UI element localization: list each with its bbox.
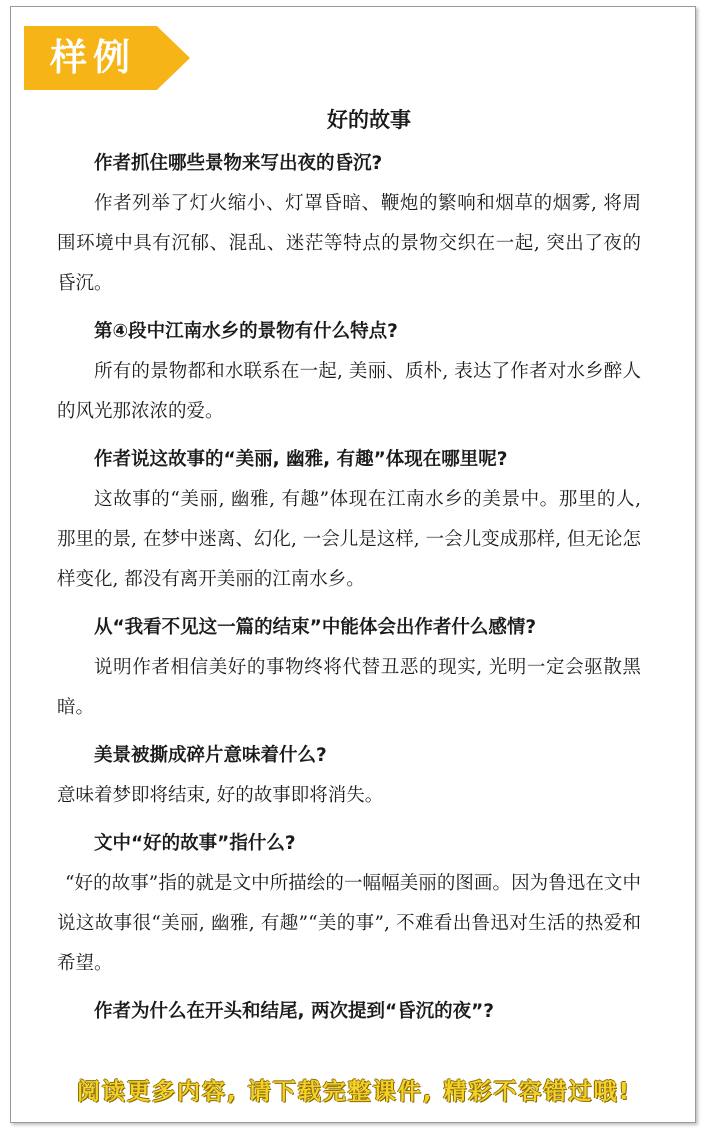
qa-content (57, 144, 641, 1032)
answer-1: 作者列举了灯火缩小、灯罩昏暗、鞭炮的繁响和烟草的烟雾, 将周围环境中具有沉郁、混乱、迷茫等特点的景物交织在一起, 突出了夜的昏沉。 (57, 193, 641, 294)
question-4: 从“我看不见这一篇的结束”中能体会出作者什么感情? (94, 617, 537, 638)
answer-3: 这故事的“美丽, 幽雅, 有趣”体现在江南水乡的美景中。那里的人, 那里的景, 在梦中迷离、幻化, 一会儿是这样, 一会儿变成那样, 但无论怎样变化, 都没有离开美丽的江南水乡。 (57, 489, 641, 590)
sample-badge-label: 样例 (50, 36, 136, 79)
document-title: 好的故事 (327, 107, 411, 132)
question-2: 第④段中江南水乡的景物有什么特点? (94, 321, 398, 342)
answer-4: 说明作者相信美好的事物终将代替丑恶的现实, 光明一定会驱散黑暗。 (57, 657, 641, 718)
question-6: 文中“好的故事”指什么? (94, 833, 296, 854)
question-5: 美景被撕成碎片意味着什么? (94, 745, 327, 766)
answer-6: “好的故事”指的就是文中所描绘的一幅幅美丽的图画。因为鲁迅在文中说这故事很“美丽, 幽雅, 有趣”“美的事”, 不难看出鲁迅对生活的热爱和希望。 (57, 873, 641, 974)
question-3: 作者说这故事的“美丽, 幽雅, 有趣”体现在哪里呢? (94, 449, 508, 470)
answer-5: 意味着梦即将结束, 好的故事即将消失。 (57, 785, 384, 806)
question-7: 作者为什么在开头和结尾, 两次提到“昏沉的夜”? (94, 1001, 495, 1022)
answer-2: 所有的景物都和水联系在一起, 美丽、质朴, 表达了作者对水乡醉人的风光那浓浓的爱。 (57, 361, 641, 422)
question-1: 作者抓住哪些景物来写出夜的昏沉? (94, 153, 383, 174)
download-banner: 阅读更多内容, 请下载完整课件, 精彩不容错过哦! (77, 1079, 631, 1105)
